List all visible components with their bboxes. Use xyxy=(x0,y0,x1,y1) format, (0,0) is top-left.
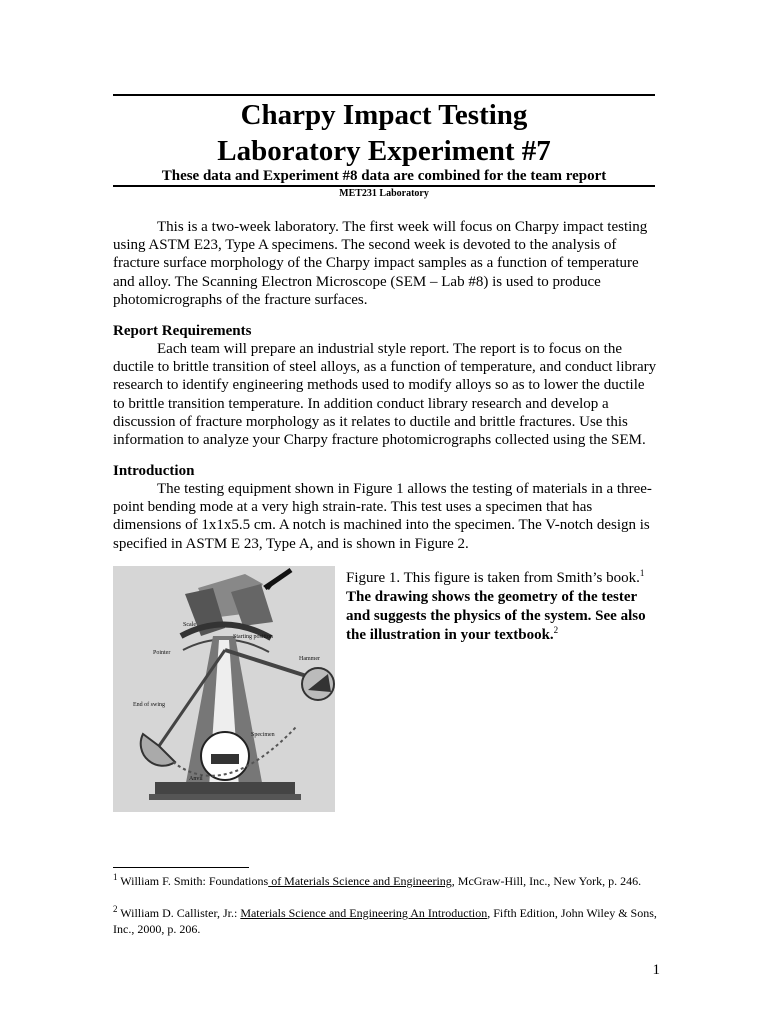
subtitle-rule xyxy=(113,185,655,187)
page-subtitle: These data and Experiment #8 data are combined for the team report xyxy=(161,168,607,184)
page-number: 1 xyxy=(652,962,660,978)
charpy-tester-drawing xyxy=(113,566,335,812)
figure-label-specimen: Specimen xyxy=(251,732,275,738)
report-requirements-heading: Report Requirements xyxy=(113,323,252,339)
footnote-1 xyxy=(113,873,658,889)
footnote-2-title: Materials Science and Engineering An Introduction xyxy=(240,906,488,920)
page-title-line-2: Laboratory Experiment #7 xyxy=(217,135,551,167)
figure-label-end-of-swing: End of swing xyxy=(133,702,165,708)
footnote-2 xyxy=(113,905,658,937)
footnote-2-marker: 2 xyxy=(113,904,118,914)
footnote-1-publisher: , McGraw-Hill, Inc., New York, p. 246. xyxy=(451,874,642,888)
intro-paragraph: This is a two-week laboratory. The first week will focus on Charpy impact testing using ASTM E23, Type A specimens. The second week is devoted to the analysis of fracture surface morphology of the Charpy impact samples as a function of temperature and alloy. The Scanning Electron Microscope (SEM – Lab #8) is used to produce photomicrographs of the fracture surfaces. xyxy=(113,219,648,308)
figure-caption-bold: The drawing shows the geometry of the tester and suggests the physics of the system. See also the illustration in your textbook. xyxy=(346,589,646,643)
introduction-paragraph: The testing equipment shown in Figure 1 allows the testing of materials in a three-point bending mode at a very high strain-rate. This test uses a specimen that has dimensions of 1x1x5.5 cm. A notch is machined into the specimen. The V-notch design is specified in ASTM E 23, Type A, and is shown in Figure 2. xyxy=(113,481,652,552)
footnote-ref-1: 1 xyxy=(639,568,645,578)
figure-label-hammer: Hammer xyxy=(299,656,320,662)
figure-caption-text: Figure 1. This figure is taken from Smith’s book. xyxy=(346,570,640,586)
figure-label-starting-position: Starting position xyxy=(233,634,273,640)
figure-label-pointer: Pointer xyxy=(153,650,171,656)
page-title-line-1: Charpy Impact Testing xyxy=(240,99,528,131)
charpy-tester-figure xyxy=(113,566,335,812)
figure-label-scale: Scale xyxy=(183,622,196,628)
figure-label-anvil: Anvil xyxy=(189,776,203,782)
figure-caption xyxy=(346,569,658,645)
footnote-2-publisher: , Fifth Edition, John Wiley & Sons, Inc., 2000, p. 206. xyxy=(113,906,657,936)
course-label: MET231 Laboratory xyxy=(339,188,429,199)
footnote-separator xyxy=(113,867,249,868)
introduction-heading: Introduction xyxy=(113,463,195,479)
footnote-ref-2: 2 xyxy=(553,625,559,635)
footnote-1-title: of Materials Science and Engineering xyxy=(268,874,452,888)
report-requirements-paragraph: Each team will prepare an industrial style report. The report is to focus on the ductile to brittle transition of steel alloys, as a function of temperature, and conduct library research to identify engineering methods used to modify alloys so as to lower the ductile to brittle transition temperature. In addition conduct library research and develop a discussion of fracture morphology as it relates to ductile and brittle fractures. Use this information to analyze your Charpy fracture photomicrographs collected using the SEM. xyxy=(113,341,657,449)
top-rule xyxy=(113,94,655,96)
footnote-1-marker: 1 xyxy=(113,872,118,882)
footnote-1-author: William F. Smith: Foundations xyxy=(117,874,269,888)
footnote-2-author: William D. Callister, Jr.: xyxy=(117,906,241,920)
